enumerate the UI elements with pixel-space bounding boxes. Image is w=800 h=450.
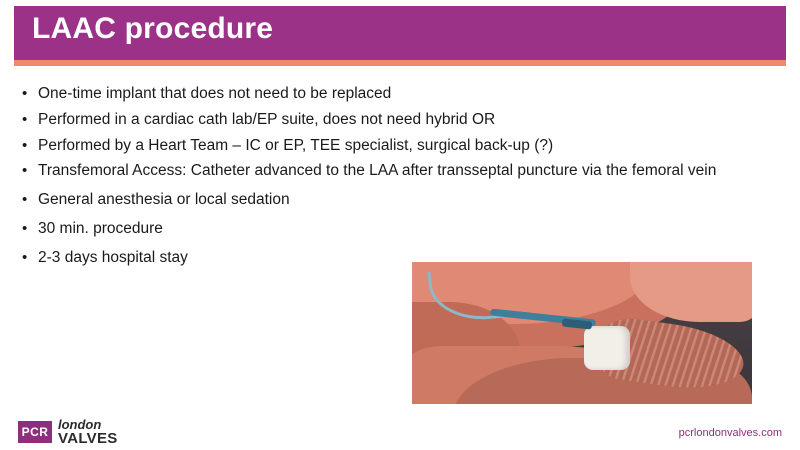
bullet-marker: • [22, 220, 28, 238]
list-item [22, 219, 782, 239]
list-item-label: Transfemoral Access: Catheter advanced to the LAA after transseptal puncture via the femoral vein [38, 162, 717, 180]
pcr-london-valves-logo [18, 418, 118, 446]
list-item-label: One-time implant that does not need to be replaced [38, 85, 392, 102]
footer-url: pcrlondonvalves.com [678, 427, 782, 439]
laa-procedure-illustration [412, 262, 752, 404]
list-item-label: Performed in a cardiac cath lab/EP suite, does not need hybrid OR [38, 110, 496, 128]
page-title: LAAC procedure [32, 12, 274, 45]
logo-line-london: london [58, 417, 102, 432]
list-item [22, 84, 782, 104]
bullet-marker: • [22, 191, 28, 209]
logo-badge: PCR [18, 421, 52, 443]
bullet-list [22, 84, 782, 274]
list-item-label: 30 min. procedure [38, 220, 163, 238]
list-item [22, 110, 782, 130]
bullet-marker: • [22, 85, 28, 102]
logo-line-valves: VALVES [58, 430, 118, 447]
list-item-label: General anesthesia or local sedation [38, 191, 290, 209]
list-item-label: 2-3 days hospital stay [38, 248, 188, 266]
list-item [22, 136, 782, 156]
list-item [22, 190, 782, 210]
bullet-marker: • [22, 248, 28, 266]
bullet-marker: • [22, 110, 28, 128]
header-accent-rule [14, 60, 786, 66]
occluder-device [584, 326, 630, 370]
bullet-marker: • [22, 162, 28, 180]
list-item [22, 161, 782, 181]
bullet-marker: • [22, 136, 28, 154]
logo-text [58, 418, 118, 446]
list-item-label: Performed by a Heart Team – IC or EP, TEE specialist, surgical back-up (?) [38, 136, 554, 154]
